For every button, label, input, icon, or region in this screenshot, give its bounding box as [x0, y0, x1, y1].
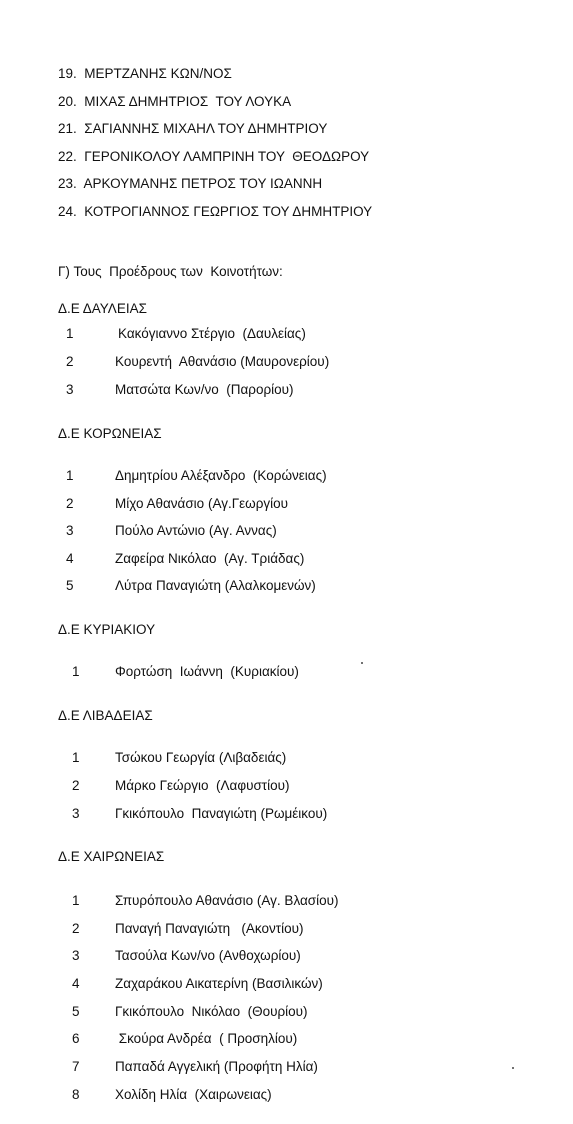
- entry-name: Ζαφείρα Νικόλαο (Αγ. Τριάδας): [115, 551, 305, 566]
- entry-name: Τασούλα Κων/νο (Ανθοχωρίου): [115, 948, 301, 963]
- entry-number: 1: [72, 893, 80, 908]
- entry-number: 2: [66, 354, 74, 369]
- entry-number: 5: [72, 1004, 80, 1019]
- entry-name: Ζαχαράκου Αικατερίνη (Βασιλικών): [115, 976, 323, 991]
- entry-number: 2: [66, 496, 74, 511]
- entry-name: Μάρκο Γεώργιο (Λαφυστίου): [115, 778, 290, 793]
- entry-name: Μίχο Αθανάσιο (Αγ.Γεωργίου: [115, 496, 289, 511]
- entry-number: 3: [72, 948, 80, 963]
- entry-number: 3: [72, 806, 80, 821]
- council-member-21: 21. ΣΑΓΙΑΝΝΗΣ ΜΙΧΑΗΛ ΤΟΥ ΔΗΜΗΤΡΙΟΥ: [58, 121, 328, 136]
- scan-speck: [512, 1067, 514, 1069]
- entry-number: 1: [66, 468, 74, 483]
- entry-number: 6: [72, 1031, 80, 1046]
- council-member-24: 24. ΚΟΤΡΟΓΙΑΝΝΟΣ ΓΕΩΡΓΙΟΣ ΤΟΥ ΔΗΜΗΤΡΙΟΥ: [58, 204, 373, 219]
- section-title: Γ) Τους Προέδρους των Κοινοτήτων:: [58, 264, 283, 279]
- entry-name: Σκούρα Ανδρέα ( Προσηλίου): [115, 1031, 298, 1046]
- entry-name: Σπυρόπουλο Αθανάσιο (Αγ. Βλασίου): [115, 893, 339, 908]
- entry-name: Χολίδη Ηλία (Χαιρωνειας): [115, 1087, 272, 1102]
- unit-heading: Δ.Ε ΧΑΙΡΩΝΕΙΑΣ: [58, 849, 165, 864]
- entry-name: Φορτώση Ιωάννη (Κυριακίου): [115, 664, 299, 679]
- council-member-22: 22. ΓΕΡΟΝΙΚΟΛΟΥ ΛΑΜΠΡΙΝΗ ΤΟΥ ΘΕΟΔΩΡΟΥ: [58, 149, 370, 164]
- entry-number: 1: [72, 750, 80, 765]
- unit-heading: Δ.Ε ΚΟΡΩΝΕΙΑΣ: [58, 426, 162, 441]
- entry-name: Δημητρίου Αλέξανδρο (Κορώνειας): [115, 468, 327, 483]
- entry-name: Παναγή Παναγιώτη (Ακοντίου): [115, 921, 304, 936]
- entry-number: 8: [72, 1087, 80, 1102]
- unit-heading: Δ.Ε ΚΥΡΙΑΚΙΟΥ: [58, 622, 156, 637]
- entry-number: 7: [72, 1059, 80, 1074]
- entry-number: 2: [72, 778, 80, 793]
- entry-name: Γκικόπουλο Παναγιώτη (Ρωμέικου): [115, 806, 328, 821]
- scan-speck: [361, 662, 363, 664]
- entry-name: Τσώκου Γεωργία (Λιβαδειάς): [115, 750, 287, 765]
- unit-heading: Δ.Ε ΛΙΒΑΔΕΙΑΣ: [58, 708, 153, 723]
- council-member-23: 23. ΑΡΚΟΥΜΑΝΗΣ ΠΕΤΡΟΣ ΤΟΥ ΙΩΑΝΝΗ: [58, 176, 323, 191]
- entry-number: 3: [66, 382, 74, 397]
- entry-name: Κουρεντή Αθανάσιο (Μαυρονερίου): [115, 354, 330, 369]
- entry-number: 1: [72, 664, 80, 679]
- entry-name: Ματσώτα Κων/νο (Παρορίου): [115, 382, 294, 397]
- entry-name: Πούλο Αντώνιο (Αγ. Αννας): [115, 523, 277, 538]
- entry-number: 4: [66, 551, 74, 566]
- entry-name: Κακόγιαννο Στέργιο (Δαυλείας): [118, 326, 306, 341]
- entry-name: Λύτρα Παναγιώτη (Αλαλκομενών): [115, 578, 316, 593]
- entry-number: 3: [66, 523, 74, 538]
- entry-number: 2: [72, 921, 80, 936]
- council-member-20: 20. ΜΙΧΑΣ ΔΗΜΗΤΡΙΟΣ ΤΟΥ ΛΟΥΚΑ: [58, 94, 292, 109]
- entry-number: 5: [66, 578, 74, 593]
- entry-number: 1: [66, 326, 74, 341]
- entry-name: Παπαδά Αγγελική (Προφήτη Ηλία): [115, 1059, 318, 1074]
- entry-name: Γκικόπουλο Νικόλαο (Θουρίου): [115, 1004, 308, 1019]
- council-member-19: 19. ΜΕΡΤΖΑΝΗΣ ΚΩΝ/ΝΟΣ: [58, 66, 232, 81]
- unit-heading: Δ.Ε ΔΑΥΛΕΙΑΣ: [58, 301, 147, 316]
- entry-number: 4: [72, 976, 80, 991]
